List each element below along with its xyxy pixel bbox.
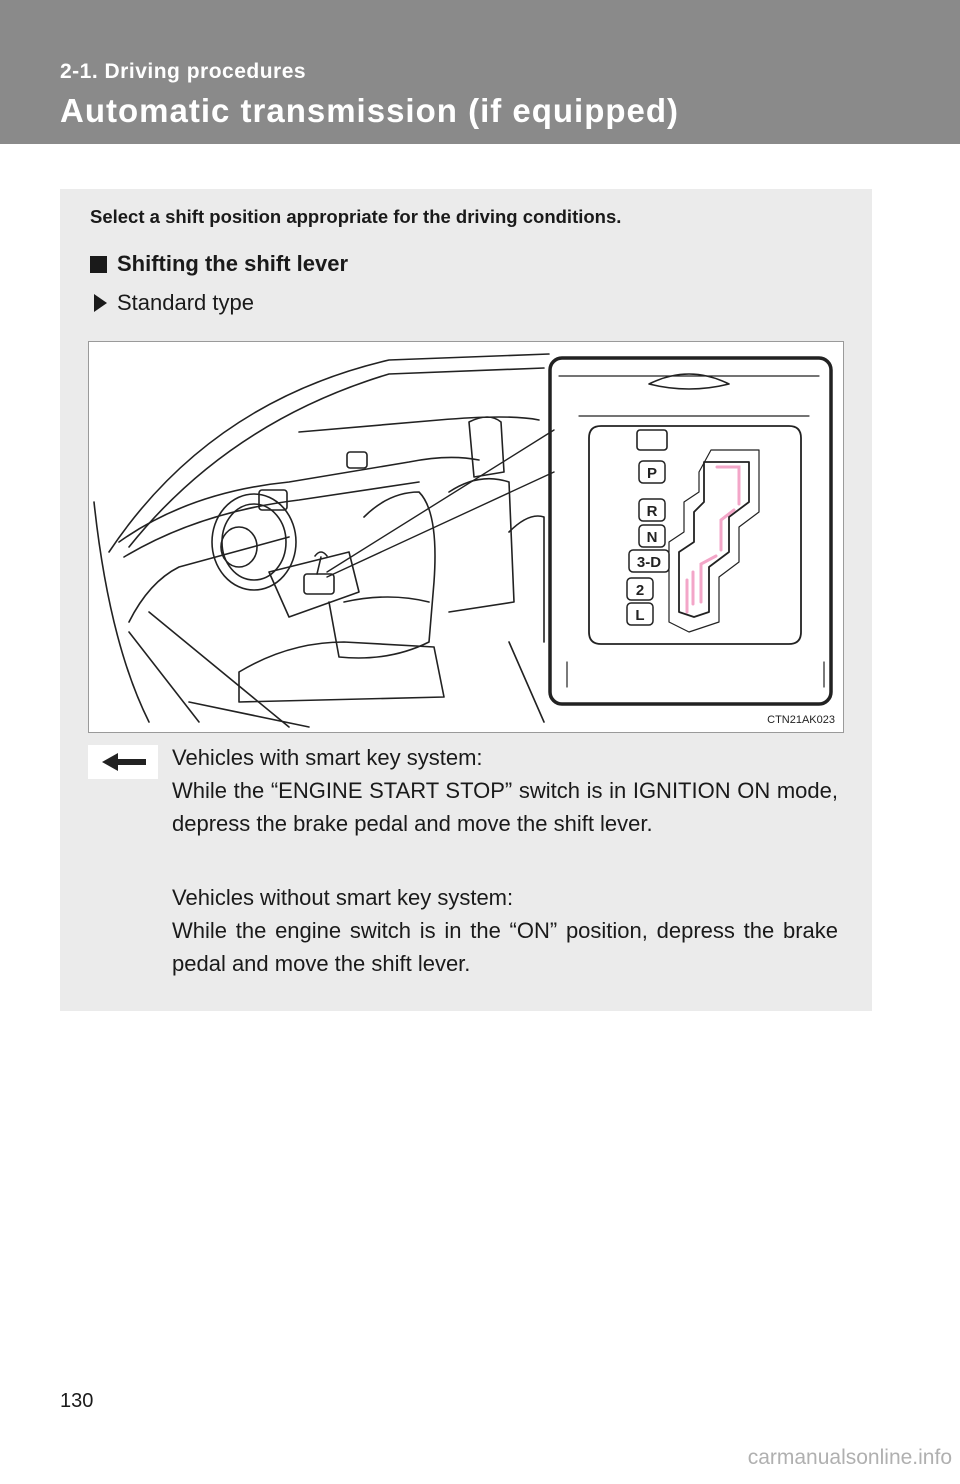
square-bullet-icon [90, 256, 107, 273]
shift-lever-illustration [88, 341, 844, 733]
svg-text:2: 2 [635, 582, 645, 599]
subheading-label: Shifting the shift lever [117, 251, 349, 276]
direction-arrow-icon [88, 745, 158, 779]
section-label: 2-1. Driving procedures [60, 60, 307, 83]
page-header [0, 0, 960, 144]
page-number: 130 [60, 1390, 94, 1412]
shift-badge-R [639, 499, 665, 521]
arrow-bullet-icon [94, 294, 107, 312]
svg-text:L: L [635, 607, 645, 624]
intro-text: Select a shift position appropriate for the driving conditions. [90, 206, 622, 227]
type-label: Standard type [117, 290, 254, 315]
no-smart-key-heading: Vehicles without smart key system: [172, 885, 514, 910]
shift-badge-L [627, 603, 653, 625]
svg-text:R: R [646, 503, 658, 520]
watermark: carmanualsonline.info [747, 1446, 952, 1469]
subheading [90, 251, 348, 277]
shift-badge-3D [629, 550, 669, 572]
no-smart-key-instructions [172, 881, 838, 980]
shift-badge-N [639, 525, 665, 547]
svg-text:3-D: 3-D [636, 554, 662, 571]
page-title: Automatic transmission (if equipped) [60, 92, 680, 129]
smart-key-heading: Vehicles with smart key system: [172, 745, 483, 770]
svg-text:P: P [646, 465, 658, 482]
figure-code: CTN21AK023 [767, 714, 835, 726]
type-line [94, 290, 254, 316]
no-smart-key-body: While the engine switch is in the “ON” position, depress the brake pedal and move the shift lever. [172, 918, 838, 976]
svg-text:N: N [646, 529, 658, 546]
shift-badge-P [639, 461, 665, 483]
smart-key-body: While the “ENGINE START STOP” switch is in IGNITION ON mode, depress the brake pedal and move the shift lever. [172, 778, 838, 836]
smart-key-instructions [172, 741, 838, 840]
shift-badge-2 [627, 578, 653, 600]
car-interior-illustration [89, 342, 843, 732]
